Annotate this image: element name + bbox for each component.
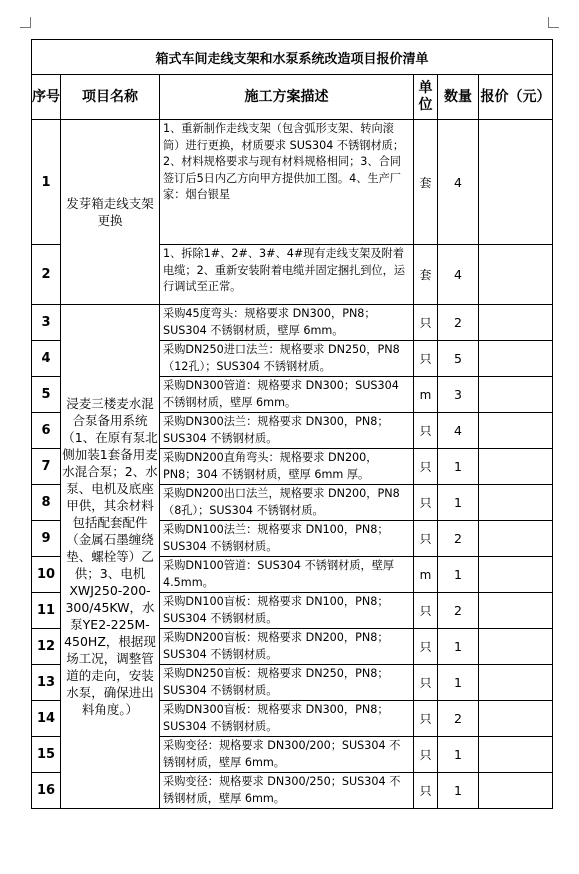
row-unit: 只 <box>414 629 438 665</box>
row-serial-number: 1 <box>32 120 61 245</box>
row-description: 采购DN100管道：SUS304 不锈钢材质，壁厚 4.5mm。 <box>160 557 414 593</box>
row-price <box>479 665 553 701</box>
header-item-name: 项目名称 <box>61 75 160 120</box>
row-price <box>479 120 553 245</box>
row-serial-number: 5 <box>32 377 61 413</box>
row-price <box>479 341 553 377</box>
row-unit: 只 <box>414 701 438 737</box>
row-unit: 套 <box>414 120 438 245</box>
row-quantity: 4 <box>438 245 479 305</box>
row-description: 采购DN100盲板：规格要求 DN100，PN8；SUS304 不锈钢材质。 <box>160 593 414 629</box>
row-price <box>479 305 553 341</box>
row-quantity: 1 <box>438 449 479 485</box>
table-row <box>32 305 553 341</box>
row-serial-number: 16 <box>32 773 61 809</box>
header-price: 报价（元） <box>479 75 553 120</box>
row-quantity: 5 <box>438 341 479 377</box>
row-price <box>479 557 553 593</box>
row-serial-number: 14 <box>32 701 61 737</box>
row-price <box>479 521 553 557</box>
row-description: 采购DN250进口法兰：规格要求 DN250，PN8（12孔）；SUS304 不锈钢材质。 <box>160 341 414 377</box>
row-unit: 只 <box>414 521 438 557</box>
row-serial-number: 10 <box>32 557 61 593</box>
row-serial-number: 15 <box>32 737 61 773</box>
row-quantity: 1 <box>438 737 479 773</box>
row-description: 采购DN300法兰：规格要求 DN300，PN8；SUS304 不锈钢材质。 <box>160 413 414 449</box>
row-quantity: 2 <box>438 701 479 737</box>
group-name-pump-backup-system: 浸麦三楼麦水混合泵备用系统（1、在原有泵北侧加装1套备用麦水混合泵；2、水泵、电机及底座甲供，其余材料包括配套配件（金属石墨缠绕垫、螺栓等）乙供；3、电机XWJ250-200-300/45KW，水泵YE2-225M-450HZ，根据现场工况，调整管道的走向，安装水泵，确保进出料角度。） <box>61 305 160 809</box>
row-quantity: 1 <box>438 485 479 521</box>
row-description: 采购45度弯头：规格要求 DN300，PN8；SUS304 不锈钢材质，壁厚 6mm。 <box>160 305 414 341</box>
row-serial-number: 9 <box>32 521 61 557</box>
row-price <box>479 701 553 737</box>
row-description: 采购变径：规格要求 DN300/250；SUS304 不锈钢材质，壁厚 6mm。 <box>160 773 414 809</box>
page-corner-mark-top-right <box>548 17 559 28</box>
header-row <box>32 75 553 120</box>
table-body <box>32 120 553 809</box>
quotation-table <box>31 39 553 809</box>
row-price <box>479 377 553 413</box>
row-description: 采购DN300盲板：规格要求 DN300，PN8；SUS304 不锈钢材质。 <box>160 701 414 737</box>
row-description: 采购DN200盲板：规格要求 DN200，PN8；SUS304 不锈钢材质。 <box>160 629 414 665</box>
row-quantity: 2 <box>438 593 479 629</box>
row-description: 1、重新制作走线支架（包含弧形支架、转向滚筒）进行更换，材质要求 SUS304 不锈钢材质；2、材料规格要求与现有材料规格相同；3、合同签订后5日内乙方向甲方提供加工图。4、生产厂家：烟台银星 <box>160 120 414 245</box>
row-unit: 只 <box>414 593 438 629</box>
row-description: 采购变径：规格要求 DN300/200；SUS304 不锈钢材质，壁厚 6mm。 <box>160 737 414 773</box>
row-unit: 只 <box>414 413 438 449</box>
row-price <box>479 485 553 521</box>
row-quantity: 2 <box>438 305 479 341</box>
row-price <box>479 773 553 809</box>
row-price <box>479 737 553 773</box>
header-serial-number: 序号 <box>32 75 61 120</box>
row-serial-number: 4 <box>32 341 61 377</box>
row-price <box>479 413 553 449</box>
table-row <box>32 120 553 245</box>
row-serial-number: 3 <box>32 305 61 341</box>
row-unit: 只 <box>414 485 438 521</box>
row-quantity: 4 <box>438 413 479 449</box>
row-unit: 只 <box>414 773 438 809</box>
row-serial-number: 6 <box>32 413 61 449</box>
page-corner-mark-top-left <box>20 17 31 28</box>
row-quantity: 2 <box>438 521 479 557</box>
row-quantity: 3 <box>438 377 479 413</box>
row-description: 采购DN250盲板：规格要求 DN250，PN8；SUS304 不锈钢材质。 <box>160 665 414 701</box>
row-unit: m <box>414 377 438 413</box>
row-quantity: 1 <box>438 665 479 701</box>
row-unit: 套 <box>414 245 438 305</box>
row-price <box>479 449 553 485</box>
header-construction-description: 施工方案描述 <box>160 75 414 120</box>
row-quantity: 1 <box>438 629 479 665</box>
header-quantity: 数量 <box>438 75 479 120</box>
row-serial-number: 7 <box>32 449 61 485</box>
row-description: 采购DN200出口法兰，规格要求 DN200，PN8（8孔）；SUS304 不锈钢材质。 <box>160 485 414 521</box>
row-description: 采购DN200直角弯头：规格要求 DN200，PN8；304 不锈钢材质，壁厚 6mm 厚。 <box>160 449 414 485</box>
table-title: 箱式车间走线支架和水泵系统改造项目报价清单 <box>32 40 553 75</box>
row-unit: 只 <box>414 305 438 341</box>
row-serial-number: 12 <box>32 629 61 665</box>
row-quantity: 4 <box>438 120 479 245</box>
row-serial-number: 11 <box>32 593 61 629</box>
row-price <box>479 245 553 305</box>
row-price <box>479 629 553 665</box>
row-description: 采购DN100法兰：规格要求 DN100，PN8；SUS304 不锈钢材质。 <box>160 521 414 557</box>
row-serial-number: 8 <box>32 485 61 521</box>
row-quantity: 1 <box>438 773 479 809</box>
row-description: 1、拆除1#、2#、3#、4#现有走线支架及附着电缆；2、重新安装附着电缆并固定捆扎到位，运行调试至正常。 <box>160 245 414 305</box>
row-unit: 只 <box>414 341 438 377</box>
group-name-support-replacement: 发芽箱走线支架更换 <box>61 120 160 305</box>
row-description: 采购DN300管道：规格要求 DN300；SUS304 不锈钢材质，壁厚 6mm。 <box>160 377 414 413</box>
row-serial-number: 13 <box>32 665 61 701</box>
row-unit: 只 <box>414 737 438 773</box>
row-unit: m <box>414 557 438 593</box>
row-quantity: 1 <box>438 557 479 593</box>
header-unit: 单位 <box>414 75 438 120</box>
row-serial-number: 2 <box>32 245 61 305</box>
row-price <box>479 593 553 629</box>
row-unit: 只 <box>414 665 438 701</box>
row-unit: 只 <box>414 449 438 485</box>
